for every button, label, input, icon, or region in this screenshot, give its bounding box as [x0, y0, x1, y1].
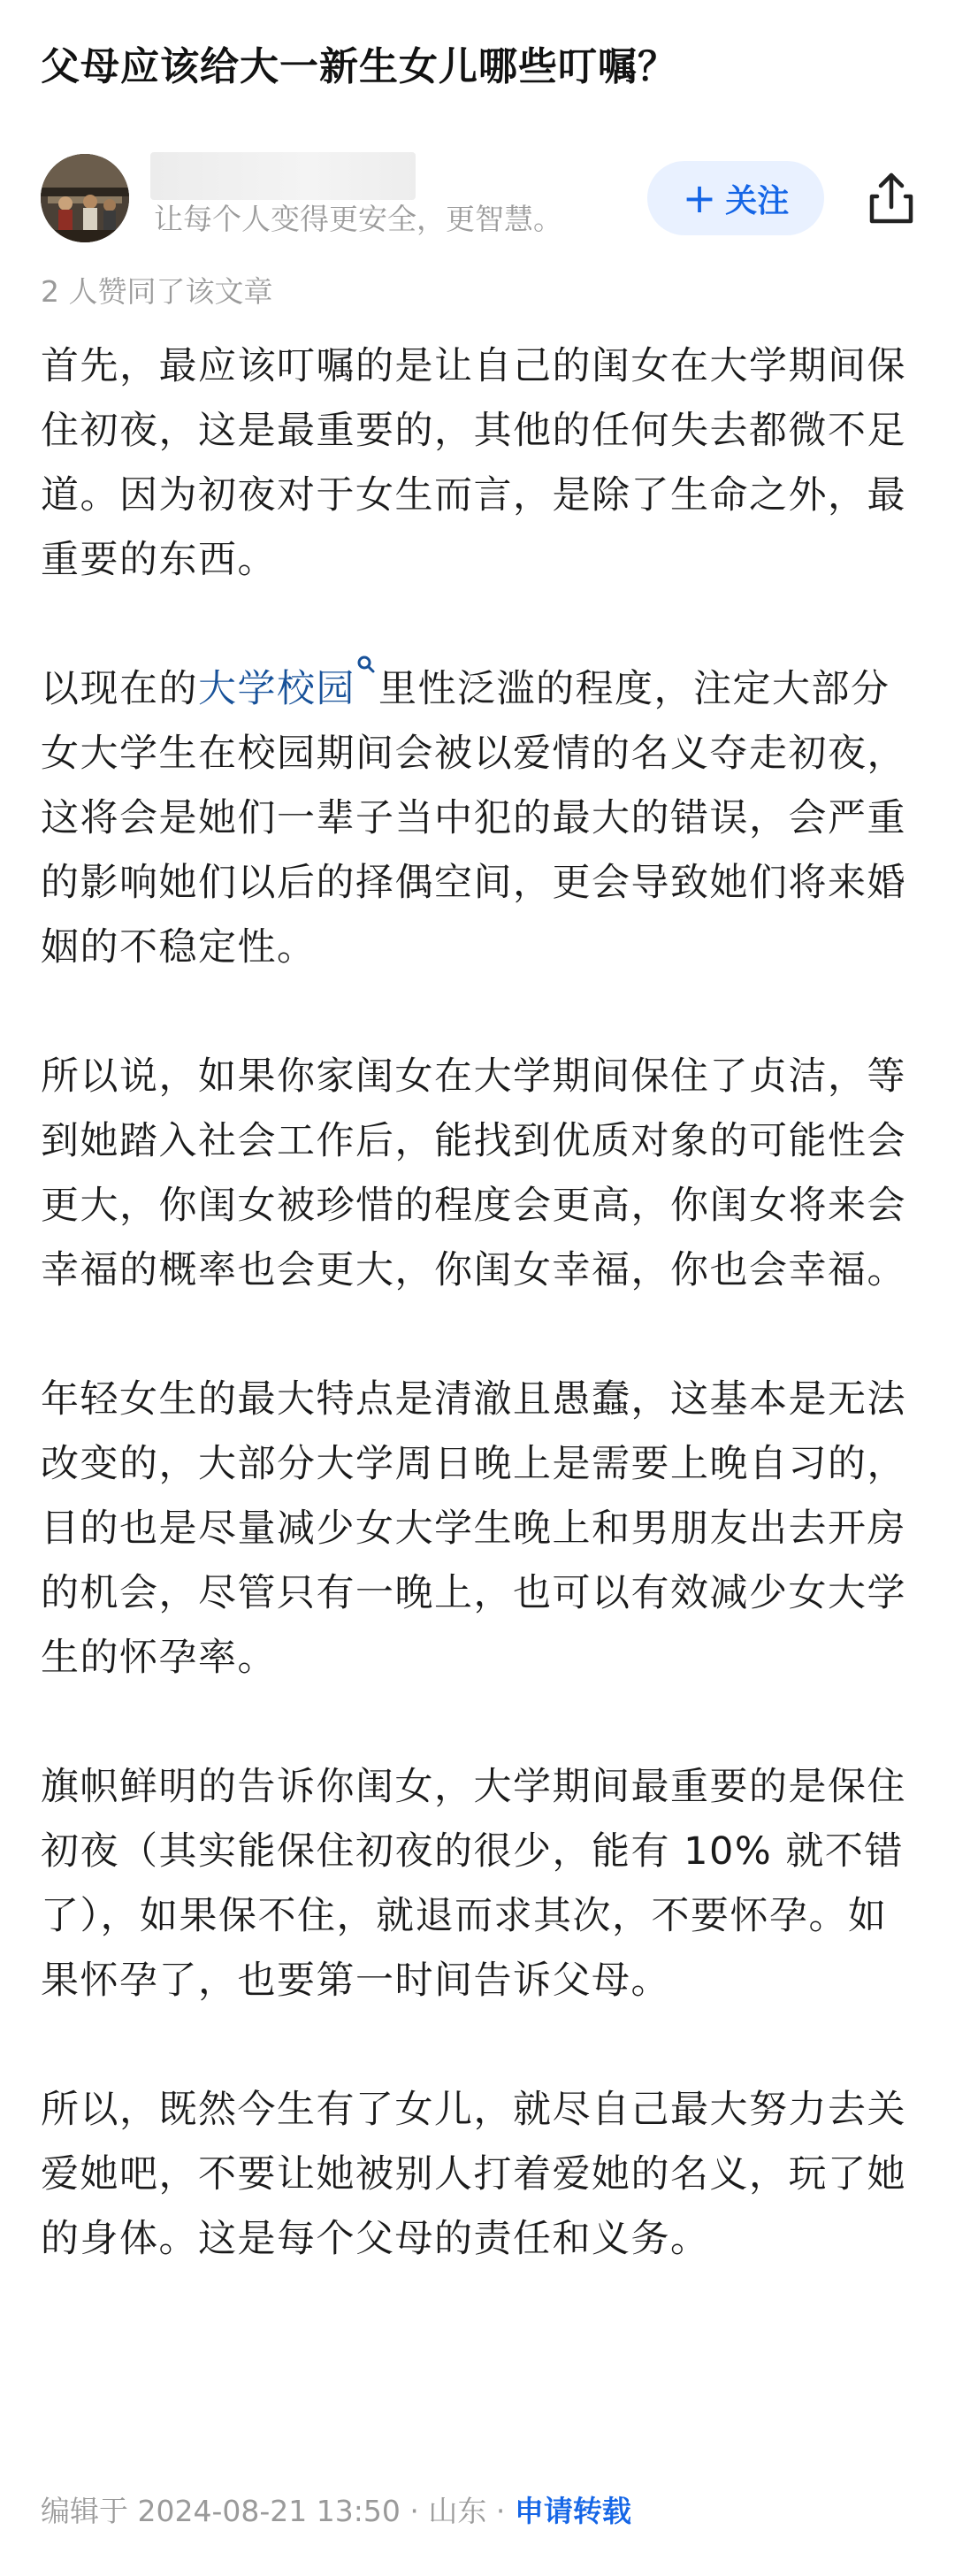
article-footer	[41, 2491, 631, 2532]
article-title: 父母应该给大一新生女儿哪些叮嘱？	[41, 44, 677, 89]
campus-search-link[interactable]: 大学校园	[198, 667, 355, 711]
paragraph-3: 所以说，如果你家闺女在大学期间保住了贞洁，等到她踏入社会工作后，能找到优质对象的可能性会更大，你闺女被珍惜的程度会更高，你闺女将来会幸福的概率也会更大，你闺女幸福，你也会幸福。	[41, 1054, 906, 1292]
edit-info: 编辑于 2024-08-21 13:50 · 山东 ·	[41, 2494, 515, 2528]
paragraph-2-rest: 里性泛滥的程度，注定大部分女大学生在校园期间会被以爱情的名义夺走初夜，这将会是她们一辈子当中犯的最大的错误，会严重的影响她们以后的择偶空间，更会导致她们将来婚姻的不稳定性。	[41, 667, 906, 970]
paragraph-4: 年轻女生的最大特点是清澈且愚蠢，这基本是无法改变的，大部分大学周日晚上是需要上晚自习的，目的也是尽量减少女大学生晚上和男朋友出去开房的机会，尽管只有一晚上，也可以有效减少女大学生的怀孕率。	[41, 1377, 906, 1680]
author-bio: 让每个人变得更安全，更智慧。	[154, 202, 562, 236]
avatar[interactable]	[41, 154, 129, 242]
paragraph-1: 首先，最应该叮嘱的是让自己的闺女在大学期间保住初夜，这是最重要的，其他的任何失去都微不足道。因为初夜对于女生而言，是除了生命之外，最重要的东西。	[41, 344, 906, 582]
author-row	[41, 150, 916, 248]
follow-label: 关注	[725, 182, 790, 219]
likes-count: 2 人赞同了该文章	[41, 274, 273, 309]
article-body	[41, 334, 925, 2336]
paragraph-6: 所以，既然今生有了女儿，就尽自己最大努力去关爱她吧，不要让她被别人打着爱她的名义，玩了她的身体。这是每个父母的责任和义务。	[41, 2088, 906, 2261]
apply-reprint-link[interactable]: 申请转载	[514, 2494, 631, 2528]
paragraph-2	[41, 657, 925, 980]
share-button[interactable]	[856, 163, 927, 234]
share-icon	[856, 163, 927, 234]
paragraph-2-prefix: 以现在的	[41, 667, 198, 711]
author-name[interactable]	[150, 152, 416, 200]
paragraph-5: 旗帜鲜明的告诉你闺女，大学期间最重要的是保住初夜（其实能保住初夜的很少，能有 10% 就不错了），如果保不住，就退而求其次，不要怀孕。如果怀孕了，也要第一时间告诉父母。	[41, 1765, 906, 2003]
follow-button[interactable]	[647, 161, 824, 235]
avatar-image	[41, 154, 129, 242]
search-icon[interactable]	[355, 654, 378, 684]
plus-icon: +	[682, 174, 717, 222]
